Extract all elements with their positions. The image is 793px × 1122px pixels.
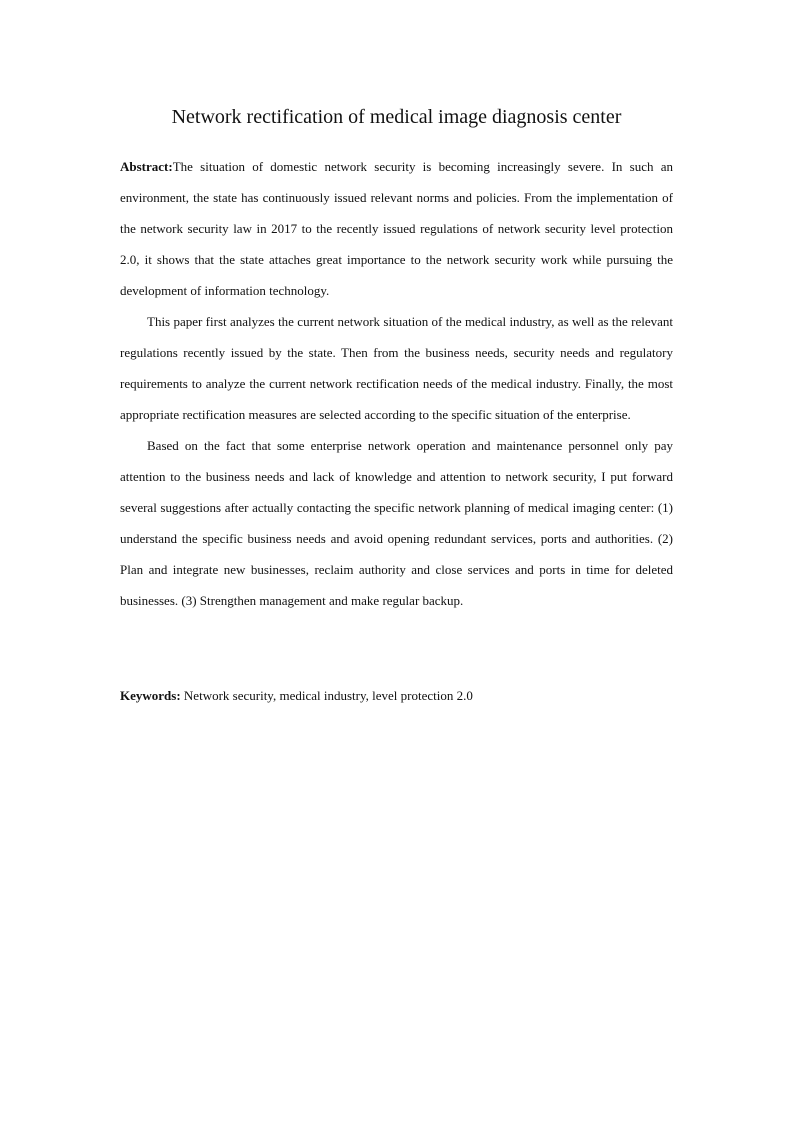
abstract-paragraph-1: [120, 151, 673, 306]
abstract-paragraph-2: This paper first analyzes the current network situation of the medical industry, as well as the relevant regulations recently issued by the state. Then from the business needs, security needs and regulatory requirements to analyze the current network rectification needs of the medical industry. Finally, the most appropriate rectification measures are selected according to the specific situation of the enterprise.: [120, 314, 673, 422]
document-title: Network rectification of medical image diagnosis center: [171, 106, 622, 128]
keywords-line: [120, 680, 673, 711]
keywords-label: Keywords:: [120, 688, 181, 703]
abstract-paragraph-1-text: The situation of domestic network security is becoming increasingly severe. In such an environment, the state has continuously issued relevant norms and policies. From the implementation of the network security law in 2017 to the recently issued regulations of network security level protection 2.0, it shows that the state attaches great importance to the network security work while pursuing the development of information technology.: [120, 159, 673, 298]
abstract-section: [120, 151, 673, 616]
abstract-label: Abstract:: [120, 159, 173, 174]
keywords-text: Network security, medical industry, level protection 2.0: [183, 688, 473, 703]
abstract-paragraph-3: Based on the fact that some enterprise network operation and maintenance personnel only pay attention to the business needs and lack of knowledge and attention to network security, I put forward several suggestions after actually contacting the specific network planning of medical imaging center: (1) understand the specific business needs and avoid opening redundant services, ports and authorities. (2) Plan and integrate new businesses, reclaim authority and close services and ports in time for deleted businesses. (3) Strengthen management and make regular backup.: [120, 438, 673, 608]
